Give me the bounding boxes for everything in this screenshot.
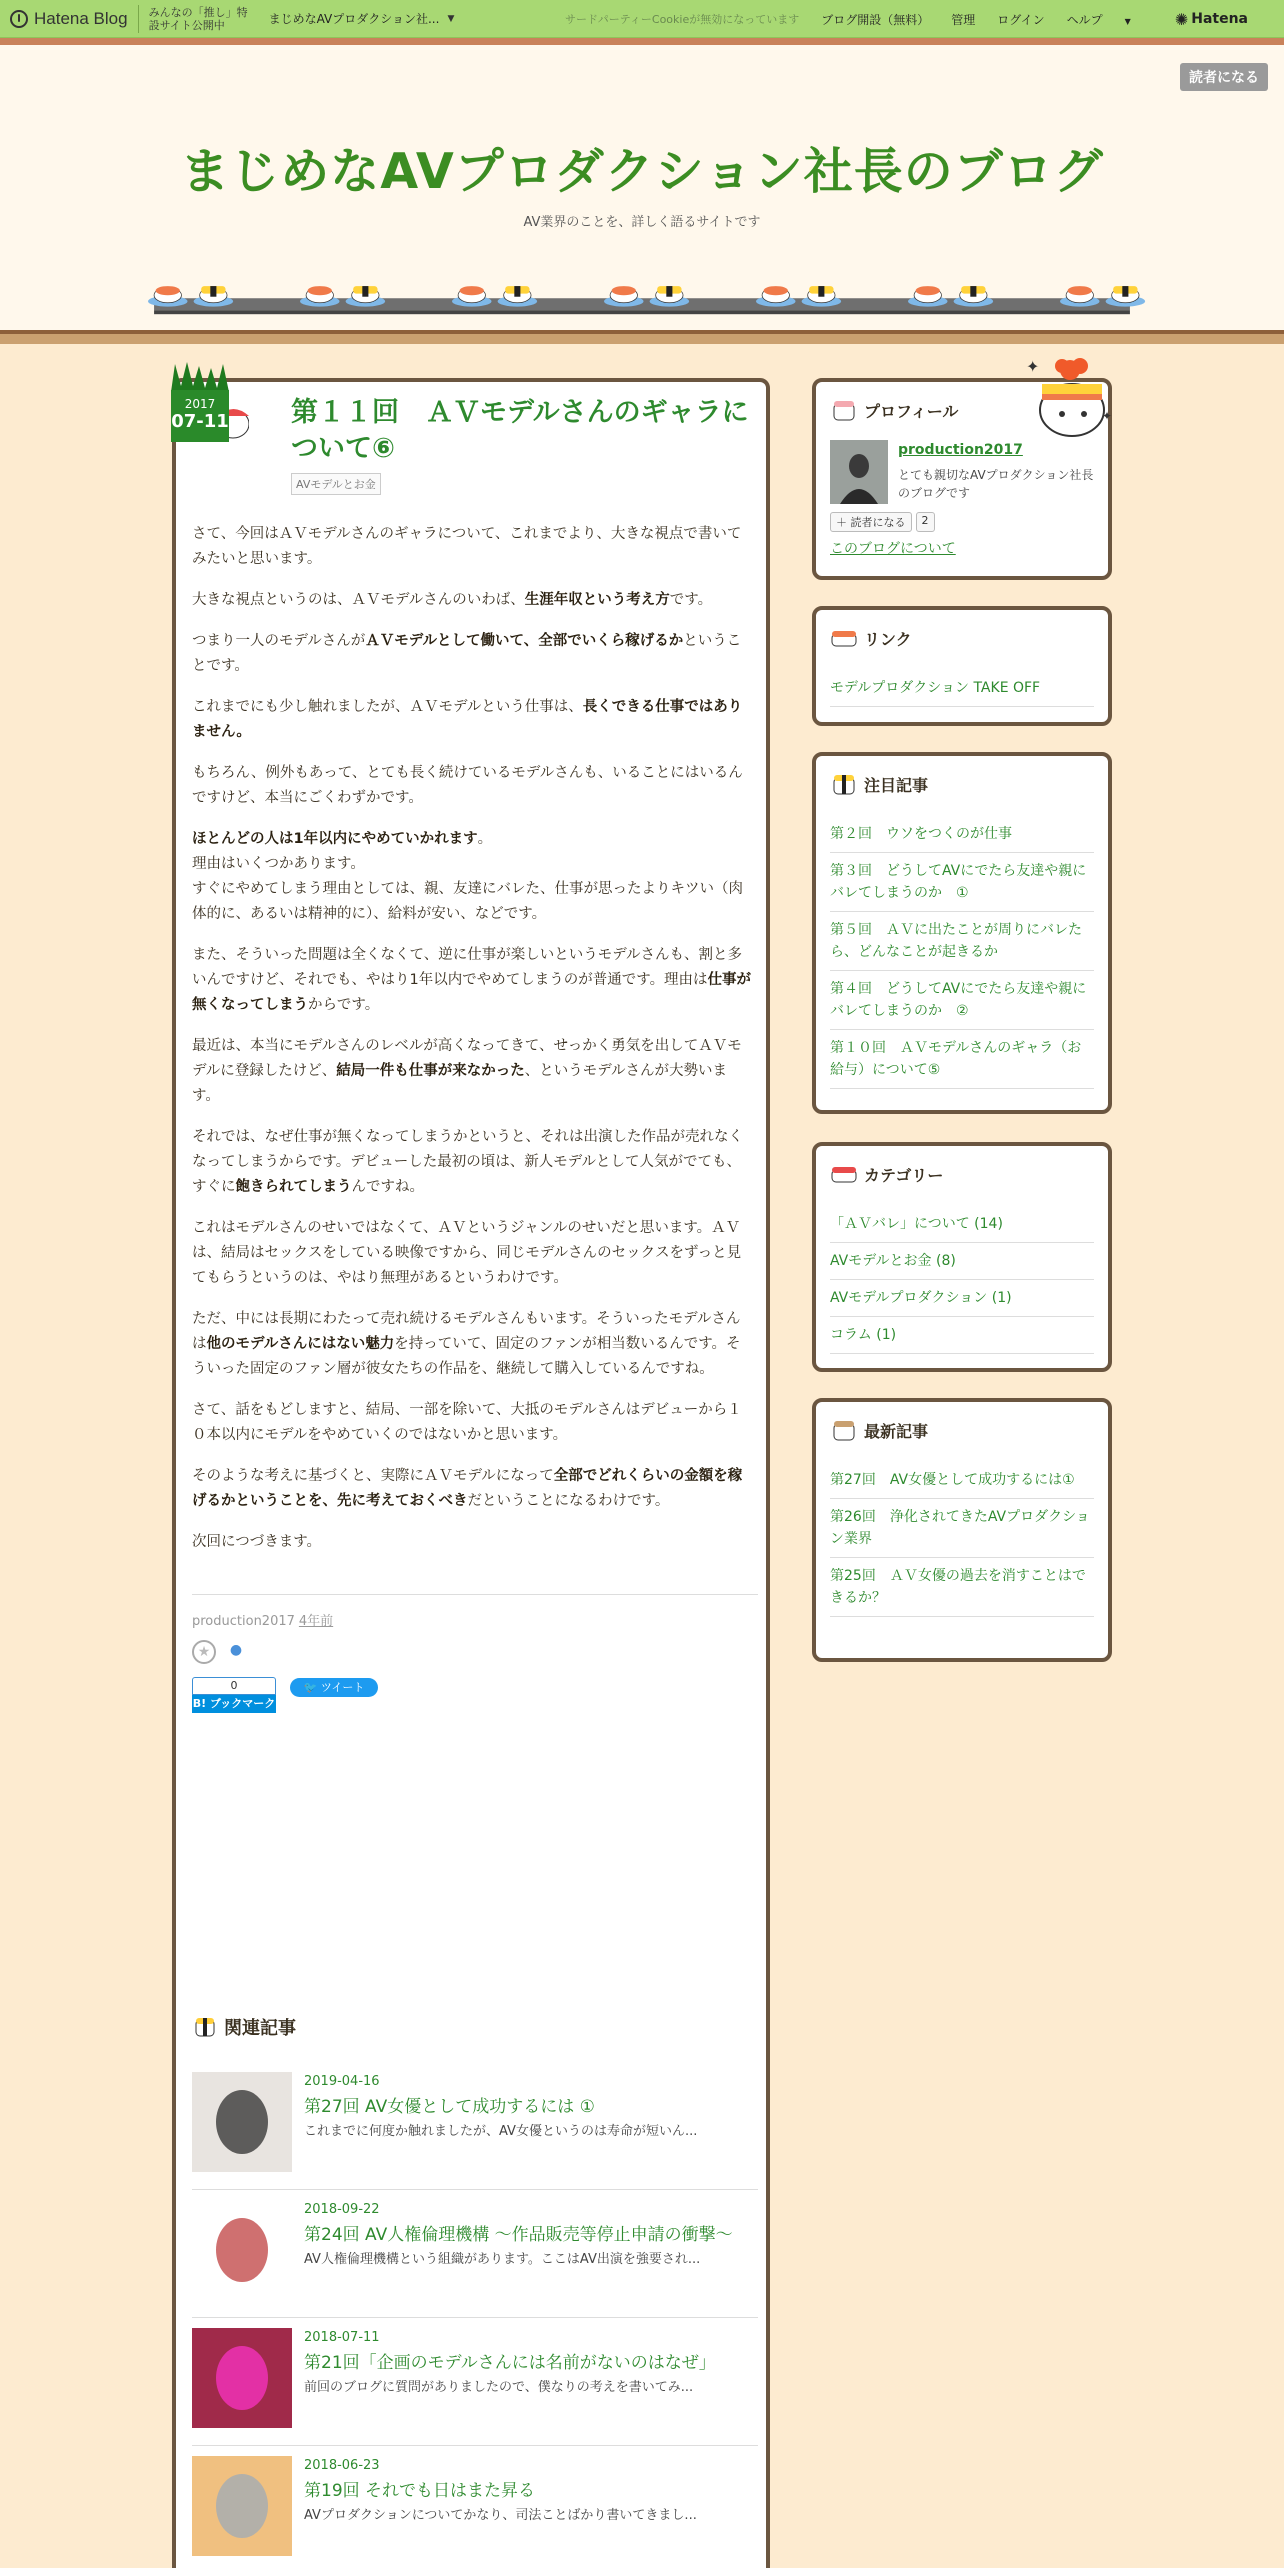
sidebar-links xyxy=(812,606,1112,726)
related-excerpt: AVプロダクションについてかなり、司法ことばかり書いてきまし... xyxy=(304,2508,697,2523)
related-thumbnail[interactable] xyxy=(192,2200,292,2300)
sushi-conveyor-decoration xyxy=(0,280,1284,318)
links-heading-text: リンク xyxy=(864,629,912,649)
related-date: 2018-09-22 xyxy=(304,2202,380,2217)
sushi-mini-icon xyxy=(192,2014,218,2040)
related-title[interactable]: 第21回「企画のモデルさんには名前がないのはなぜ」 xyxy=(304,2353,716,2373)
entry-year: 2017 xyxy=(184,397,216,411)
related-thumbnail[interactable] xyxy=(192,2456,292,2556)
featured-item[interactable]: 第１０回 ＡＶモデルさんのギャラ（お給与）について⑤ xyxy=(830,1030,1094,1089)
profile-subscribe xyxy=(830,512,939,532)
entry-paragraph: 最近は、本当にモデルさんのレベルが高くなってきて、せっかく勇気を出してＡＶモデルに登録したけど、結局一件も仕事が来なかった、というモデルさんが大勢います。 xyxy=(192,1038,742,1104)
bookmark-count: 0 xyxy=(192,1677,276,1695)
promo-link[interactable]: みんなの「推し」特設サイト公開中 xyxy=(148,5,248,32)
sushi-mini-icon xyxy=(830,396,858,424)
categories-heading xyxy=(830,1160,943,1188)
related-item[interactable] xyxy=(192,2456,758,2568)
hatena-star-icon: ✺ xyxy=(1174,9,1189,29)
related-excerpt: AV人権倫理機構という組織があります。ここはAV出演を強要され... xyxy=(304,2252,701,2267)
hatena-blog-icon xyxy=(10,10,28,28)
profile-heading-text: プロフィール xyxy=(864,401,959,421)
emphasis-text: 全部でどれくらいの金額を稼げるかということを、先に考えておくべき xyxy=(192,1468,743,1509)
featured-heading xyxy=(830,770,928,798)
subscribe-button[interactable]: ＋ 読者になる xyxy=(830,512,912,532)
featured-item[interactable]: 第５回 ＡＶに出たことが周りにバレたら、どんなことが起きるか xyxy=(830,912,1094,971)
emphasis-text: 他のモデルさんにはない魅力 xyxy=(206,1336,395,1352)
hatena-blog-logo[interactable] xyxy=(0,0,128,38)
entry-paragraph: ほとんどの人は1年以内にやめていかれます。 理由はいくつかあります。 すぐにやめてしまう理由としては、親、友達にバレた、仕事が思ったよりキツい（肉体的に、あるいは精神的に）、給料が安い、などです。 xyxy=(192,831,743,922)
sushi-mini-icon xyxy=(830,1416,858,1444)
related-date: 2019-04-16 xyxy=(304,2074,380,2089)
subscriber-count[interactable]: 2 xyxy=(916,512,935,532)
blog-header xyxy=(0,38,1284,340)
user-icon[interactable]: ● xyxy=(229,1642,243,1658)
entry-month-day: 07-11 xyxy=(171,411,229,432)
recent-heading xyxy=(830,1416,928,1444)
entry-time[interactable]: 4年前 xyxy=(298,1614,334,1629)
recent-heading-text: 最新記事 xyxy=(864,1421,929,1441)
svg-text:✦: ✦ xyxy=(1102,409,1113,423)
featured-item[interactable]: 第２回 ウソをつくのが仕事 xyxy=(830,816,1094,853)
entry-paragraph: これはモデルさんのせいではなくて、ＡＶというジャンルのせいだと思います。ＡＶは、結局はセックスをしている映像ですから、同じモデルさんのセックスをずっと見てもらうというのは、やはり無理があるというわけです。 xyxy=(192,1220,742,1286)
recent-item[interactable]: 第25回 ＡＶ女優の過去を消すことはできるか？ xyxy=(830,1558,1094,1617)
sushi-mascot-icon xyxy=(1022,348,1118,440)
entry-title[interactable]: 第１１回 ＡＶモデルさんのギャラについて⑥ xyxy=(291,397,749,464)
open-blog-link[interactable]: ブログ開設（無料） xyxy=(821,12,930,27)
sidebar-featured xyxy=(812,752,1112,1114)
blog-title[interactable]: まじめなAVプロダクション社長のブログ xyxy=(180,143,1104,200)
sidebar-categories xyxy=(812,1142,1112,1372)
entry-paragraph: 次回につづきます。 xyxy=(192,1534,322,1550)
emphasis-text: ＡＶモデルとして働いて、全部でいくら稼げるか xyxy=(365,633,684,649)
help-label: ヘルプ xyxy=(1066,12,1103,27)
featured-list xyxy=(830,816,1094,1089)
hatena-logo[interactable] xyxy=(1175,10,1270,29)
divider xyxy=(138,5,139,33)
related-item[interactable] xyxy=(192,2072,758,2190)
category-item[interactable]: コラム (1) xyxy=(830,1317,1094,1354)
header-bottom-border xyxy=(0,330,1284,344)
about-blog-link[interactable]: このブログについて xyxy=(830,541,956,557)
svg-text:✦: ✦ xyxy=(1026,357,1040,376)
chevron-down-icon: ▼ xyxy=(1124,16,1131,26)
add-star-icon[interactable]: ★ xyxy=(192,1640,216,1664)
related-thumbnail[interactable] xyxy=(192,2328,292,2428)
hatena-bookmark-button[interactable] xyxy=(192,1677,276,1713)
category-item[interactable]: AVモデルとお金 (8) xyxy=(830,1243,1094,1280)
emphasis-text: 結局一件も仕事が来なかった xyxy=(336,1063,525,1079)
entry-paragraph: また、そういった問題は全くなくて、逆に仕事が楽しいというモデルさんも、割と多いんですけど、それでも、やはり1年以内でやめてしまうのが普通です。理由は仕事が無くなってしまうからです。 xyxy=(192,947,752,1013)
category-item[interactable]: 「ＡＶバレ」について (14) xyxy=(830,1206,1094,1243)
related-excerpt: 前回のブログに質問がありましたので、僕なりの考えを書いてみ... xyxy=(304,2380,694,2395)
recent-list xyxy=(830,1462,1094,1617)
sushi-mini-icon xyxy=(830,1160,858,1188)
subscribe-button[interactable]: 読者になる xyxy=(1180,63,1268,91)
subscribe-label: 読者になる xyxy=(850,516,906,529)
emphasis-text: ほとんどの人は1年以内にやめていかれます xyxy=(192,831,478,847)
recent-item[interactable]: 第27回 AV女優として成功するには① xyxy=(830,1462,1094,1499)
entry-paragraph: もちろん、例外もあって、とても長く続けているモデルさんも、いることにはいるんですけど、本当にごくわずかです。 xyxy=(192,765,743,806)
entry-paragraph: さて、話をもどしますと、結局、一部を除いて、大抵のモデルさんはデビューから１０本以内にモデルをやめていくのではないかと思います。 xyxy=(192,1402,742,1443)
featured-item[interactable]: 第４回 どうしてAVにでたら友達や親にバレてしまうのか ② xyxy=(830,971,1094,1030)
entry-paragraph: ただ、中には長期にわたって売れ続けるモデルさんもいます。そういったモデルさんは他のモデルさんにはない魅力を持っていて、固定のファンが相当数いるんです。そういった固定のファン層が彼女たちの作品を、継続して購入しているんですね。 xyxy=(192,1311,741,1377)
entry-paragraph: これまでにも少し触れましたが、ＡＶモデルという仕事は、長くできる仕事ではありません。 xyxy=(192,699,743,740)
emphasis-text: 生涯年収という考え方 xyxy=(524,592,670,608)
related-heading xyxy=(192,2014,296,2040)
related-title[interactable]: 第19回 それでも日はまた昇る xyxy=(304,2481,536,2501)
star-area xyxy=(192,1640,256,1664)
bookmark-label: B! ブックマーク xyxy=(192,1695,276,1713)
sushi-mini-icon xyxy=(830,624,858,652)
entry-paragraph: つまり一人のモデルさんがＡＶモデルとして働いて、全部でいくら稼げるかということです。 xyxy=(192,633,742,674)
link-item[interactable]: モデルプロダクション TAKE OFF xyxy=(830,670,1094,707)
avatar[interactable] xyxy=(830,440,888,504)
related-date: 2018-06-23 xyxy=(304,2458,380,2473)
entry-paragraph: そのような考えに基づくと、実際にＡＶモデルになって全部でどれくらいの金額を稼げるかということを、先に考えておくべきだということになるわけです。 xyxy=(192,1468,743,1509)
blog-description: AV業界のことを、詳しく語るサイトです xyxy=(523,215,761,230)
related-item[interactable] xyxy=(192,2328,758,2446)
login-link[interactable]: ログイン xyxy=(997,12,1045,27)
blog-name-menu[interactable]: まじめなAV​プロダクション社... xyxy=(268,12,440,26)
divider xyxy=(192,1594,758,1595)
links-heading xyxy=(830,624,912,652)
hatena-text: Hatena xyxy=(1191,11,1248,27)
related-excerpt: これまでに何度か触れましたが、AV女優というのは寿命が短いん... xyxy=(304,2124,698,2139)
category-tag[interactable]: AVモデルとお金 xyxy=(291,473,381,495)
related-heading-text: 関連記事 xyxy=(224,2018,296,2039)
help-menu[interactable] xyxy=(1067,11,1153,28)
related-title[interactable]: 第27回 AV女優として成功するには ① xyxy=(304,2097,595,2117)
profile-name[interactable]: production2017 xyxy=(898,442,1023,458)
tweet-label: ツイート xyxy=(320,1681,365,1694)
related-thumbnail[interactable] xyxy=(192,2072,292,2172)
categories-list xyxy=(830,1206,1094,1354)
chevron-down-icon[interactable]: ▼ xyxy=(447,13,455,24)
entry-content xyxy=(192,522,752,1571)
links-list xyxy=(830,670,1094,707)
sidebar-recent xyxy=(812,1398,1112,1662)
global-header xyxy=(0,0,1284,38)
entry-date[interactable] xyxy=(171,362,249,442)
global-nav xyxy=(565,0,1284,38)
entry-article xyxy=(172,378,770,2568)
author-name[interactable]: production2017 xyxy=(192,1614,295,1629)
sidebar-profile xyxy=(812,357,1113,580)
featured-item[interactable]: 第３回 どうしてAVにでたら友達や親にバレてしまうのか ① xyxy=(830,853,1094,912)
entry-footer xyxy=(192,1610,333,1629)
emphasis-text: 飽きられてしまう xyxy=(235,1179,352,1195)
tweet-button[interactable]: 🐦 ツイート xyxy=(290,1678,378,1697)
emphasis-text: 仕事が無くなってしまう xyxy=(192,972,752,1013)
profile-heading xyxy=(830,396,958,424)
sushi-mini-icon xyxy=(830,770,858,798)
admin-link[interactable]: 管理 xyxy=(951,12,976,27)
category-item[interactable]: AVモデルプロダクション (1) xyxy=(830,1280,1094,1317)
emphasis-text: 長くできる仕事ではありません。 xyxy=(192,699,743,740)
cookie-notice[interactable]: サードパーティーCookieが無効になっています xyxy=(564,13,800,26)
entry-paragraph: それでは、なぜ仕事が無くなってしまうかというと、それは出演した作品が売れなくなってしまうからです。デビューした最初の頃は、新人モデルとして人気がでても、すぐに飽きられてしまうんですね。 xyxy=(192,1129,743,1195)
entry-paragraph: さて、今回はＡＶモデルさんのギャラについて、これまでより、大きな視点で書いてみたいと思います。 xyxy=(192,526,742,567)
featured-heading-text: 注目記事 xyxy=(864,775,929,795)
recent-item[interactable]: 第26回 浄化されてきたAVプロダクション業界 xyxy=(830,1499,1094,1558)
related-item[interactable] xyxy=(192,2200,758,2318)
entry-paragraph: 大きな視点というのは、ＡＶモデルさんのいわば、生涯年収という考え方です。 xyxy=(192,592,713,608)
logo-text: Hatena Blog xyxy=(34,8,128,28)
related-date: 2018-07-11 xyxy=(304,2330,380,2345)
related-title[interactable]: 第24回 AV人権倫理機構 ～作品販売等停止申請の衝撃～ xyxy=(304,2225,733,2245)
categories-heading-text: カテゴリー xyxy=(864,1165,944,1185)
profile-description: とても親切なAVプロダクション社長のブログです xyxy=(898,468,1094,500)
